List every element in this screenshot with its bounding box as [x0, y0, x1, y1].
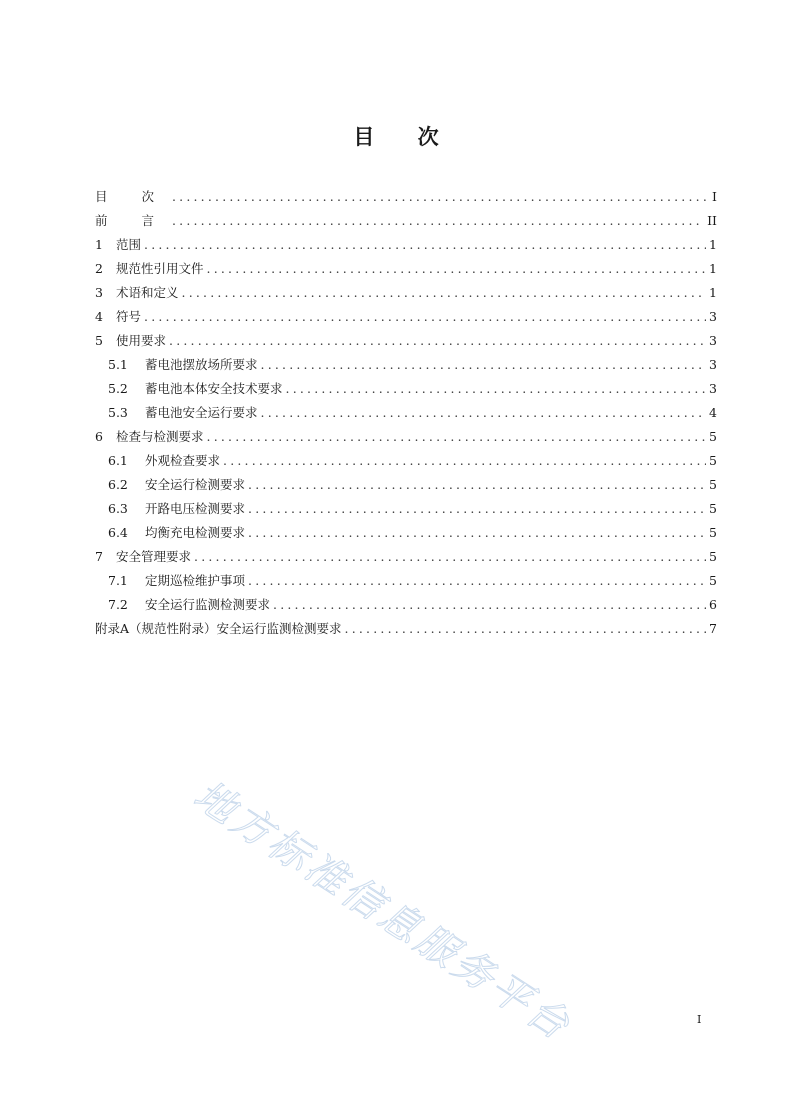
toc-leader-dots	[194, 545, 706, 569]
toc-entry-label: 附录A（规范性附录）安全运行监测检测要求	[95, 621, 342, 636]
toc-entry-label: 外观检查要求	[145, 453, 221, 468]
toc-entry[interactable]	[95, 233, 717, 257]
toc-entry-number: 7	[95, 549, 103, 564]
toc-entry-page: 6	[709, 597, 717, 612]
toc-entry-label: 蓄电池本体安全技术要求	[145, 381, 283, 396]
toc-entry[interactable]	[95, 617, 717, 641]
toc-entry-number: 5.1	[108, 357, 128, 372]
toc-entry-page: 5	[709, 549, 717, 564]
toc-leader-dots	[261, 353, 707, 377]
toc-entry-page: 7	[709, 621, 717, 636]
watermark: 地方标准信息服务平台	[185, 772, 580, 1051]
toc-entry[interactable]	[95, 305, 717, 329]
toc-entry-label: 安全运行检测要求	[145, 477, 246, 492]
toc-entry-number: 1	[95, 237, 103, 252]
toc-entry-page: 4	[709, 405, 717, 420]
toc-entry-page: 5	[709, 453, 717, 468]
toc-entry[interactable]	[95, 257, 717, 281]
toc-entry-number: 6.4	[108, 525, 128, 540]
toc-leader-dots	[172, 209, 704, 233]
toc-entry[interactable]	[95, 185, 717, 209]
toc-entry[interactable]	[95, 449, 717, 473]
toc-entry-page: 1	[709, 285, 717, 300]
toc-entry-page: 3	[709, 333, 717, 348]
toc-entry-label: 目 次	[95, 189, 169, 204]
toc-leader-dots	[223, 449, 706, 473]
toc-entry-number: 2	[95, 261, 103, 276]
toc-entry-page: 1	[709, 261, 717, 276]
toc-entry-page: 5	[709, 429, 717, 444]
toc-entry[interactable]	[95, 377, 717, 401]
toc-entry[interactable]	[95, 569, 717, 593]
toc-entry-page: 5	[709, 573, 717, 588]
toc-entry-page: 5	[709, 501, 717, 516]
toc-entry-number: 5	[95, 333, 103, 348]
toc-entry-number: 6	[95, 429, 103, 444]
toc-entry-label: 规范性引用文件	[116, 261, 204, 276]
toc-entry-page: II	[707, 213, 717, 228]
toc-entry-number: 5.3	[108, 405, 128, 420]
toc-leader-dots	[248, 473, 706, 497]
toc-entry-number: 4	[95, 309, 103, 324]
page-title: 目 次	[353, 125, 457, 149]
toc-entry-number: 7.2	[108, 597, 128, 612]
toc-entry[interactable]	[95, 209, 717, 233]
toc-entry-label: 定期巡检维护事项	[145, 573, 246, 588]
toc-entry[interactable]	[95, 473, 717, 497]
toc-entry-page: I	[712, 189, 717, 204]
toc-entry[interactable]	[95, 593, 717, 617]
toc-leader-dots	[261, 401, 707, 425]
toc-entry[interactable]	[95, 425, 717, 449]
toc-entry-number: 6.3	[108, 501, 128, 516]
toc-entry[interactable]	[95, 281, 717, 305]
toc-entry-page: 5	[709, 477, 717, 492]
toc-entry-page: 3	[709, 309, 717, 324]
toc-leader-dots	[345, 617, 707, 641]
toc-leader-dots	[172, 185, 709, 209]
toc-entry[interactable]	[95, 497, 717, 521]
toc-entry-number: 5.2	[108, 381, 128, 396]
toc-entry[interactable]	[95, 329, 717, 353]
toc-entry-number: 6.1	[108, 453, 128, 468]
toc-entry-label: 蓄电池安全运行要求	[145, 405, 258, 420]
toc-leader-dots	[169, 329, 706, 353]
toc-entry-label: 安全运行监测检测要求	[145, 597, 271, 612]
toc-entry-number: 6.2	[108, 477, 128, 492]
toc-leader-dots	[248, 569, 706, 593]
toc-entry[interactable]	[95, 545, 717, 569]
toc-entry-number: 3	[95, 285, 103, 300]
toc-entry-page: 5	[709, 525, 717, 540]
toc-entry-label: 检查与检测要求	[116, 429, 204, 444]
toc-entry-number: 7.1	[108, 573, 128, 588]
toc-entry-label: 开路电压检测要求	[145, 501, 246, 516]
toc-leader-dots	[144, 305, 706, 329]
toc-entry-label: 蓄电池摆放场所要求	[145, 357, 258, 372]
toc-leader-dots	[182, 281, 707, 305]
toc-entry-label: 符号	[116, 309, 142, 324]
toc-leader-dots	[273, 593, 706, 617]
toc-entry-label: 安全管理要求	[116, 549, 192, 564]
toc-leader-dots	[207, 257, 707, 281]
toc-leader-dots	[207, 425, 707, 449]
toc-entry[interactable]	[95, 521, 717, 545]
toc-leader-dots	[248, 497, 706, 521]
toc-entry-page: 1	[709, 237, 717, 252]
toc-entry-label: 均衡充电检测要求	[145, 525, 246, 540]
toc-entry-label: 前 言	[95, 213, 169, 228]
toc-entry-label: 术语和定义	[116, 285, 179, 300]
toc-leader-dots	[248, 521, 706, 545]
toc-entry-label: 范围	[116, 237, 142, 252]
toc-leader-dots	[144, 233, 706, 257]
table-of-contents	[95, 185, 717, 641]
toc-entry[interactable]	[95, 401, 717, 425]
page-number: I	[697, 1013, 702, 1026]
toc-entry-page: 3	[709, 381, 717, 396]
toc-entry[interactable]	[95, 353, 717, 377]
toc-entry-page: 3	[709, 357, 717, 372]
toc-leader-dots	[286, 377, 707, 401]
toc-entry-label: 使用要求	[116, 333, 167, 348]
